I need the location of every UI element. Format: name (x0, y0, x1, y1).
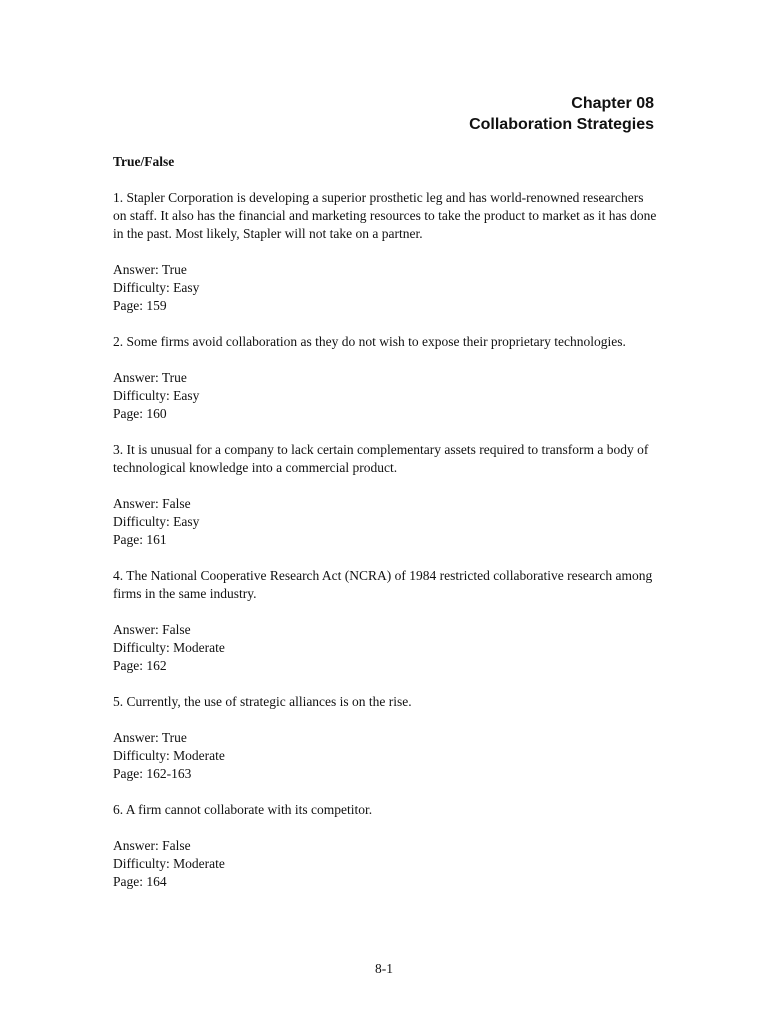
answer-line: Answer: True (113, 262, 187, 277)
answer-line: Answer: True (113, 730, 187, 745)
chapter-number: Chapter 08 (571, 95, 654, 112)
chapter-title: Collaboration Strategies (469, 116, 654, 133)
page-ref-line: Page: 160 (113, 406, 167, 421)
difficulty-line: Difficulty: Easy (113, 514, 200, 529)
question-text: 2. Some firms avoid collaboration as they do not wish to expose their proprietary technologies. (113, 334, 626, 349)
question-text: 5. Currently, the use of strategic alliances is on the rise. (113, 694, 412, 709)
difficulty-line: Difficulty: Easy (113, 388, 200, 403)
page-ref-line: Page: 162 (113, 658, 167, 673)
question-item (113, 567, 658, 675)
question-item (113, 441, 658, 549)
question-meta (113, 495, 658, 549)
section-title: True/False (113, 154, 175, 169)
question-meta (113, 729, 658, 783)
question-list (113, 153, 658, 909)
chapter-header (469, 93, 654, 135)
difficulty-line: Difficulty: Moderate (113, 856, 225, 871)
question-text: 1. Stapler Corporation is developing a superior prosthetic leg and has world-renowned researchers on staff. It also has the financial and marketing resources to take the product to market as it has done in the past. Most likely, Stapler will not take on a partner. (113, 190, 657, 241)
page-ref-line: Page: 161 (113, 532, 167, 547)
question-text: 3. It is unusual for a company to lack certain complementary assets required to transform a body of technological knowledge into a commercial product. (113, 442, 649, 475)
question-item (113, 801, 658, 891)
question-item (113, 693, 658, 783)
page-ref-line: Page: 164 (113, 874, 167, 889)
question-meta (113, 369, 658, 423)
answer-line: Answer: False (113, 622, 191, 637)
difficulty-line: Difficulty: Easy (113, 280, 200, 295)
question-meta (113, 621, 658, 675)
question-meta (113, 261, 658, 315)
question-item (113, 189, 658, 315)
page-ref-line: Page: 159 (113, 298, 167, 313)
answer-line: Answer: True (113, 370, 187, 385)
answer-line: Answer: False (113, 838, 191, 853)
page-number: 8-1 (375, 961, 393, 976)
question-text: 4. The National Cooperative Research Act (NCRA) of 1984 restricted collaborative research among firms in the same industry. (113, 568, 653, 601)
question-text: 6. A firm cannot collaborate with its competitor. (113, 802, 373, 817)
difficulty-line: Difficulty: Moderate (113, 748, 225, 763)
question-item (113, 333, 658, 423)
answer-line: Answer: False (113, 496, 191, 511)
question-meta (113, 837, 658, 891)
difficulty-line: Difficulty: Moderate (113, 640, 225, 655)
page-ref-line: Page: 162-163 (113, 766, 192, 781)
